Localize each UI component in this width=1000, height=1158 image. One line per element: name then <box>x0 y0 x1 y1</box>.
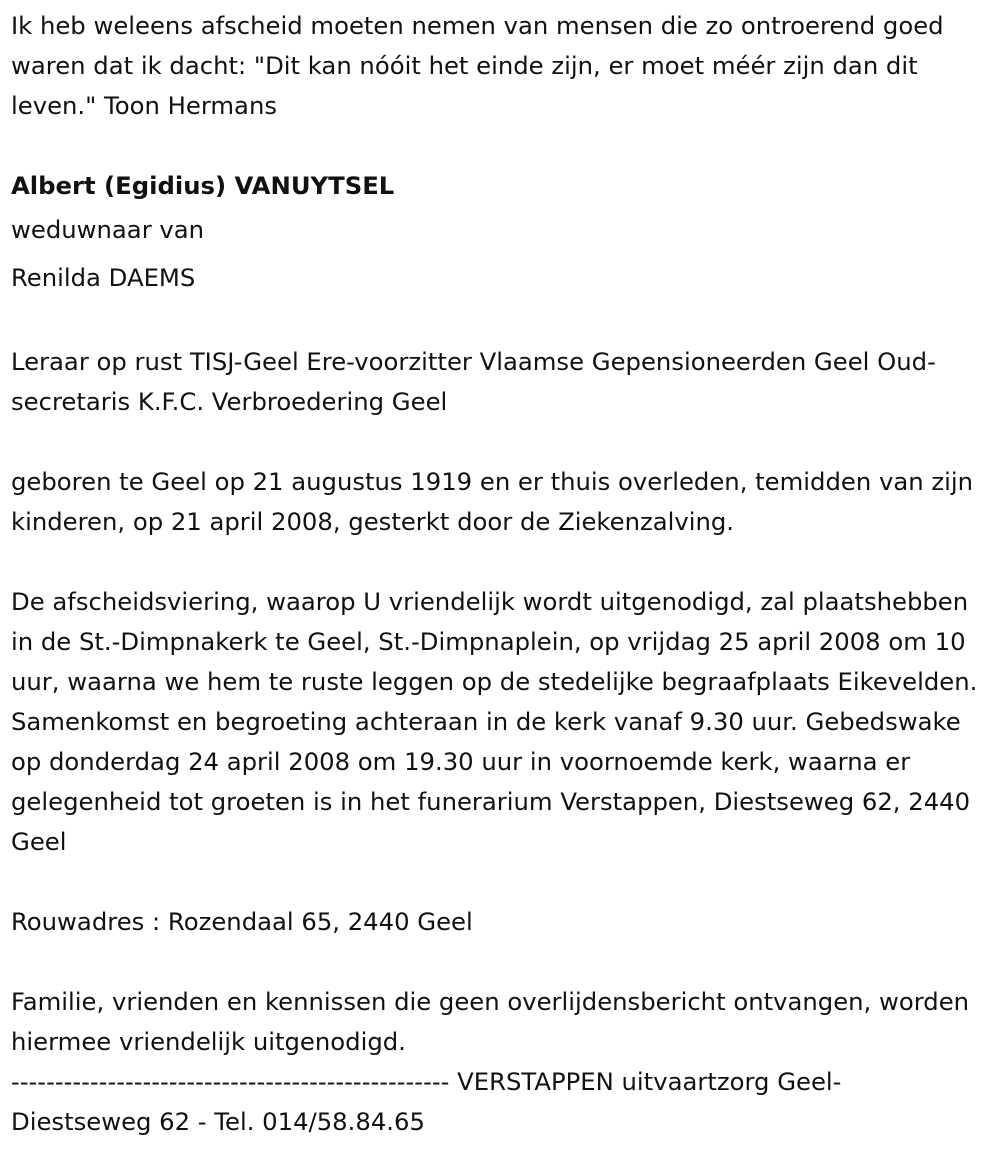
spacer <box>11 942 990 982</box>
spacer <box>11 422 990 462</box>
spouse-name: Renilda DAEMS <box>11 263 196 292</box>
undertaker-name: VERSTAPPEN uitvaartzorg Geel- <box>457 1067 842 1096</box>
deceased-name: Albert (Egidius) VANUYTSEL <box>11 171 395 200</box>
ceremony-text: De afscheidsviering, waarop U vriendelijk wordt uitgenodigd, zal plaatshebben in de St.-Dimpnakerk te Geel, St.-Dimpnaplein, op vrijdag 25 april 2008 om 10 uur, waarna we hem te ruste leggen op de stedelijke begraafplaats Eikevelden. Samenkomst en begroeting achteraan in de kerk vanaf 9.30 uur. Gebedswake op donderdag 24 april 2008 om 19.30 uur in voornoemde kerk, waarna er gelegenheid tot groeten is in het funerarium Verstappen, Diestseweg 62, 2440 Geel <box>11 587 978 856</box>
spacer <box>11 302 990 342</box>
spacer <box>11 542 990 582</box>
relation-text: weduwnaar van <box>11 215 205 244</box>
titles-text: Leraar op rust TISJ-Geel Ere-voorzitter Vlaamse Gepensioneerden Geel Oud-secretaris K.F.C. Verbroedering Geel <box>11 347 936 416</box>
birth-death-text: geboren te Geel op 21 augustus 1919 en er thuis overleden, temidden van zijn kinderen, op 21 april 2008, gesterkt door de Ziekenzalving. <box>11 467 974 536</box>
separator-dashes: -------------------------------------------------- <box>11 1067 450 1096</box>
undertaker-line <box>11 1062 990 1102</box>
spacer <box>11 862 990 902</box>
spacer <box>11 126 990 166</box>
invitation-text: Familie, vrienden en kennissen die geen overlijdensbericht ontvangen, worden hiermee vriendelijk uitgenodigd. <box>11 987 970 1056</box>
mourning-address: Rouwadres : Rozendaal 65, 2440 Geel <box>11 907 473 936</box>
opening-quote: Ik heb weleens afscheid moeten nemen van mensen die zo ontroerend goed waren dat ik dacht: "Dit kan nóóit het einde zijn, er moet méér zijn dan dit leven." Toon Hermans <box>11 11 944 120</box>
undertaker-address: Diestseweg 62 - Tel. 014/58.84.65 <box>11 1107 425 1136</box>
